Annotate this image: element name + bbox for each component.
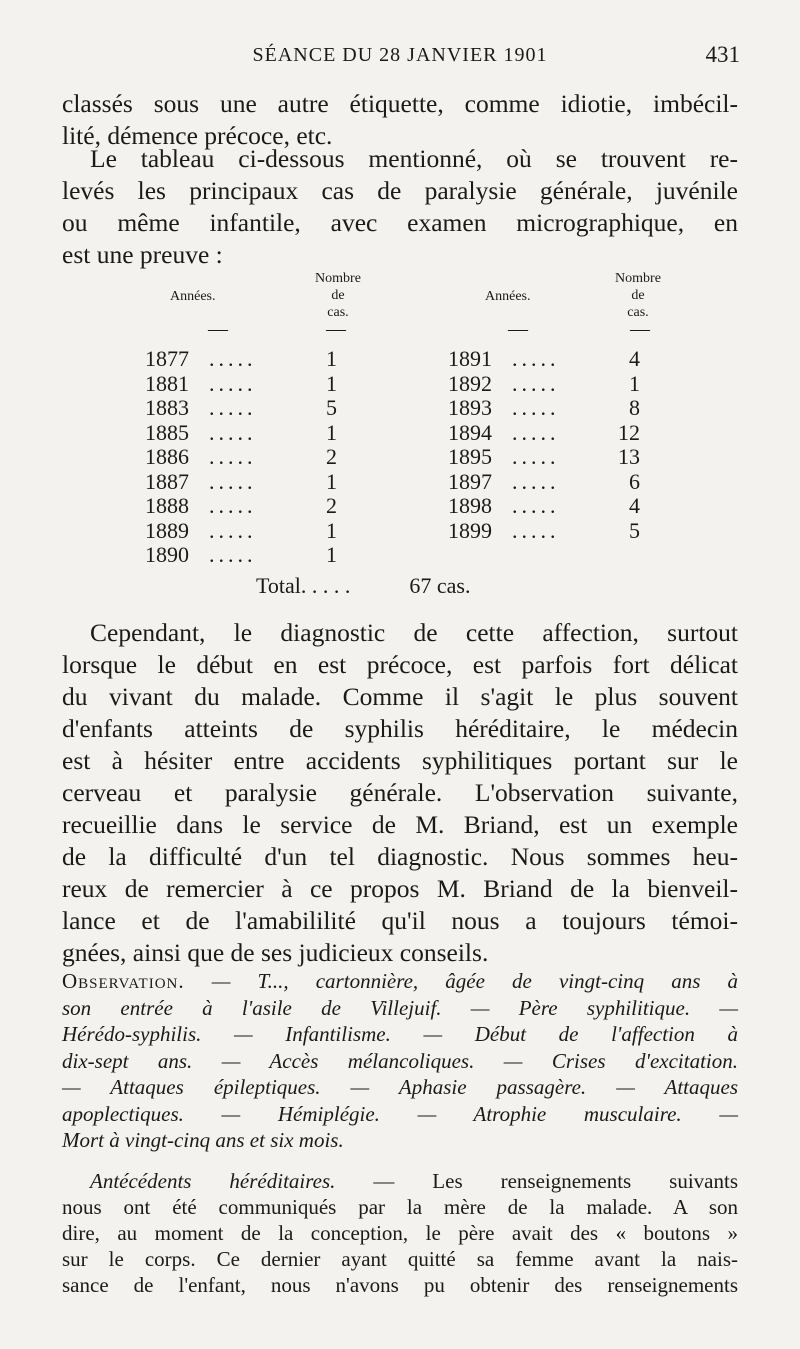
table-row (145, 444, 337, 470)
row-count: 4 (629, 346, 640, 371)
row-count: 1 (326, 517, 337, 543)
text-line: est une preuve : (62, 240, 223, 269)
header-count-line: cas. (627, 305, 649, 320)
row-year: 1889 (145, 517, 189, 543)
observation-label: Observation. (62, 969, 185, 993)
row-leader: ..... (512, 517, 560, 543)
row-year: 1888 (145, 493, 189, 518)
table-row (448, 444, 640, 470)
text-line: Cependant, le diagnostic de cette affection, surtout (90, 618, 738, 647)
text-line: Mort à vingt-cinq ans et six mois. (62, 1128, 344, 1152)
row-leader: ..... (209, 444, 257, 469)
total-label: Total. . . . . (256, 573, 351, 598)
text-line: du vivant du malade. Comme il s'agit le plus souvent (62, 682, 738, 711)
page-number: 431 (705, 42, 740, 67)
row-leader: ..... (209, 419, 257, 445)
table-row (145, 371, 337, 397)
cases-table (60, 268, 740, 598)
text-line: sur le corps. Ce dernier ayant quitté sa femme avant la nais- (62, 1247, 738, 1271)
paragraph-diagnosis (62, 617, 738, 969)
row-leader: ..... (209, 395, 257, 420)
row-leader: ..... (512, 444, 560, 469)
row-year: 1893 (448, 395, 492, 420)
row-leader: ..... (512, 419, 560, 445)
header-count-right (608, 270, 668, 321)
table-total (256, 573, 471, 599)
column-rule: — (326, 318, 346, 340)
row-count: 6 (629, 468, 640, 494)
text-line: lorsque le début en est précoce, est parfois fort délicat (62, 650, 738, 679)
row-count: 12 (618, 419, 640, 445)
header-years-left: Années. (170, 289, 216, 304)
table-row (448, 469, 640, 495)
header-count-line: de (331, 288, 345, 303)
row-count: 5 (326, 395, 337, 420)
text-line: cerveau et paralysie générale. L'observation suivante, (62, 778, 738, 807)
table-row (448, 420, 640, 446)
table-row (145, 518, 337, 544)
text-line: nous ont été communiqués par la mère de la malade. A son (62, 1195, 738, 1219)
row-year: 1895 (448, 444, 492, 469)
row-year: 1898 (448, 493, 492, 518)
row-year: 1899 (448, 517, 492, 543)
row-year: 1894 (448, 419, 492, 445)
text-line: son entrée à l'asile de Villejuif. — Père syphilitique. — (62, 995, 738, 1020)
row-leader: ..... (209, 517, 257, 543)
header-years-right: Années. (485, 289, 531, 304)
antecedents-text: — Les renseignements suivants (335, 1169, 739, 1193)
row-count: 1 (326, 542, 337, 567)
header-count-line: Nombre (615, 271, 661, 286)
table-row (448, 518, 640, 544)
row-count: 8 (629, 395, 640, 420)
row-leader: ..... (209, 493, 257, 518)
row-count: 4 (629, 493, 640, 518)
table-row (145, 542, 337, 568)
row-year: 1890 (145, 542, 189, 567)
row-count: 1 (326, 468, 337, 494)
row-leader: ..... (209, 468, 257, 494)
table-row (145, 420, 337, 446)
text-line: ou même infantile, avec examen micrographique, en (62, 208, 738, 237)
text-line: gnées, ainsi que de ses judicieux conseils. (62, 938, 489, 967)
text-line: est à hésiter entre accidents syphilitiques portant sur le (62, 746, 738, 775)
row-leader: ..... (512, 468, 560, 494)
row-count: 2 (326, 444, 337, 469)
row-year: 1897 (448, 468, 492, 494)
row-leader: ..... (512, 346, 560, 371)
row-leader: ..... (209, 542, 257, 567)
row-year: 1883 (145, 395, 189, 420)
text-line: d'enfants atteints de syphilis héréditaire, le médecin (62, 714, 738, 743)
row-year: 1881 (145, 370, 189, 396)
row-count: 1 (326, 419, 337, 445)
row-count: 2 (326, 493, 337, 518)
row-leader: ..... (209, 346, 257, 371)
column-rule: — (508, 318, 528, 340)
row-count: 1 (326, 370, 337, 396)
text-line: Le tableau ci-dessous mentionné, où se trouvent re- (90, 144, 738, 173)
row-count: 1 (629, 370, 640, 396)
table-row (448, 493, 640, 519)
text-line: dix-sept ans. — Accès mélancoliques. — Crises d'excitation. (62, 1048, 738, 1073)
hereditary-antecedents (62, 1168, 738, 1298)
header-count-line: Nombre (315, 271, 361, 286)
header-count-left (308, 270, 368, 321)
text-line: recueillie dans le service de M. Briand, est un exemple (62, 810, 738, 839)
text-line: classés sous une autre étiquette, comme idiotie, imbécil- (62, 89, 738, 118)
running-title: SÉANCE DU 28 JANVIER 1901 (252, 44, 548, 66)
total-value: 67 cas. (409, 573, 471, 598)
row-year: 1892 (448, 370, 492, 396)
row-count: 13 (618, 444, 640, 469)
text-line: — Attaques épileptiques. — Aphasie passagère. — Attaques (62, 1075, 738, 1099)
text-line (62, 968, 738, 995)
table-row (145, 346, 337, 372)
row-year: 1887 (145, 468, 189, 494)
header-count-line: de (631, 288, 645, 303)
table-row (448, 346, 640, 372)
header-count-line: cas. (327, 305, 349, 320)
row-leader: ..... (209, 370, 257, 396)
table-row (448, 395, 640, 421)
column-rule: — (630, 318, 650, 340)
text-line: apoplectiques. — Hémiplégie. — Atrophie musculaire. — (62, 1101, 738, 1126)
row-year: 1891 (448, 346, 492, 371)
row-year: 1886 (145, 444, 189, 469)
column-rule: — (208, 318, 228, 340)
row-year: 1885 (145, 419, 189, 445)
antecedents-label: Antécédents héréditaires. (90, 1169, 336, 1193)
row-count: 1 (326, 346, 337, 371)
text-line: sance de l'enfant, nous n'avons pu obtenir des renseignements (62, 1273, 738, 1297)
table-row (448, 371, 640, 397)
row-count: 5 (629, 517, 640, 543)
observation-summary (62, 968, 738, 1154)
observation-text: — T..., cartonnière, âgée de vingt-cinq ans à (184, 969, 738, 993)
table-row (145, 469, 337, 495)
text-line: reux de remercier à ce propos M. Briand de la bienveil- (62, 874, 738, 903)
table-row (145, 493, 337, 519)
row-leader: ..... (512, 370, 560, 396)
text-line: lité, démence précoce, etc. (62, 121, 333, 150)
row-leader: ..... (512, 493, 560, 518)
text-line: de la difficulté d'un tel diagnostic. Nous sommes heu- (62, 842, 738, 871)
text-line (62, 1168, 738, 1194)
row-year: 1877 (145, 346, 189, 371)
text-line: Hérédo-syphilis. — Infantilisme. — Début de l'affection à (62, 1022, 738, 1046)
paragraph-table-intro (62, 143, 738, 271)
running-head (60, 40, 740, 76)
text-line: levés les principaux cas de paralysie générale, juvénile (62, 176, 738, 205)
table-row (145, 395, 337, 421)
text-line: lance et de l'amabililité qu'il nous a toujours témoi- (62, 906, 738, 935)
row-leader: ..... (512, 395, 560, 420)
text-line: dire, au moment de la conception, le père avait des « boutons » (62, 1221, 738, 1245)
